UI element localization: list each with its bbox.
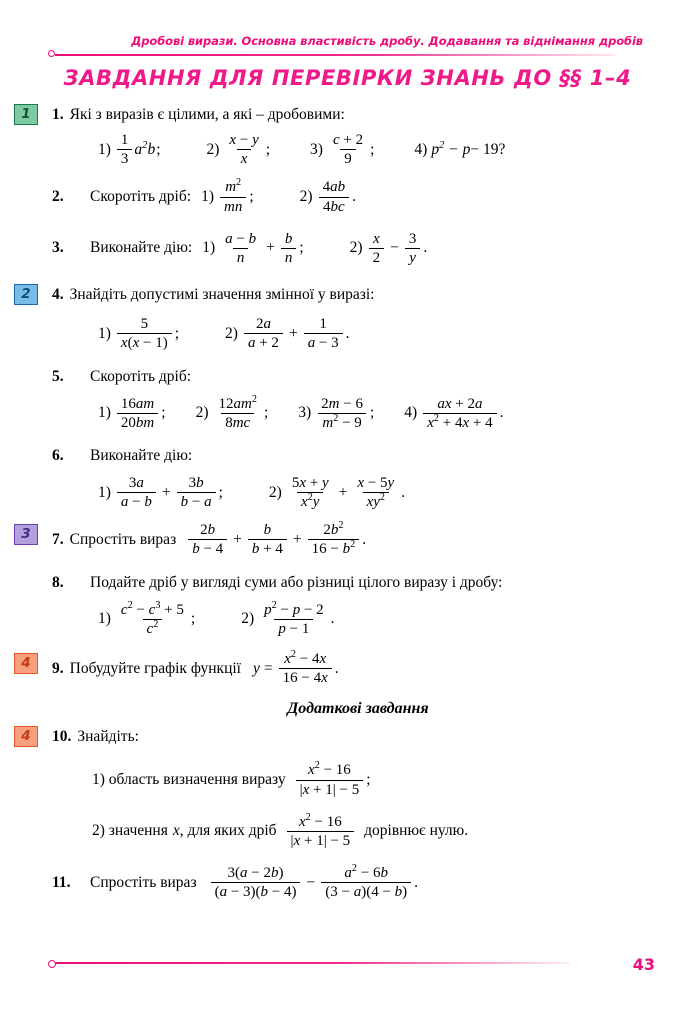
page-title: ЗАВДАННЯ ДЛЯ ПЕРЕВІРКИ ЗНАНЬ ДО §§ 1–4 <box>63 66 632 90</box>
exercise-1 <box>21 102 664 168</box>
exercise-1-number: 1. <box>52 106 64 123</box>
exercise-3 <box>52 231 664 266</box>
fraction: $\frac{x - y}{x}$ <box>229 132 259 168</box>
footer-rule <box>55 962 570 964</box>
exercise-10-prompt: Знайдіть: <box>77 728 139 746</box>
exercise-5-prompt: Скоротіть дріб: <box>90 367 192 385</box>
exercise-8-item-2: 2) $\frac{p^2 - p - 2}{p - 1}$ . <box>241 599 335 637</box>
fraction: $\frac{c^2 - c^3 + 5}{c^2}$ <box>120 599 184 637</box>
level-badge-4a: 4 <box>14 653 38 674</box>
exercise-4-number: 4. <box>52 286 64 304</box>
exercise-6-item-2: 2) $\frac{5x + y}{x^2y}$ + $\frac{x - 5y}{xy^2}$ . <box>268 474 406 511</box>
exercise-11 <box>52 865 664 900</box>
exercise-3-line: Виконайте дію: 1) $\frac{a - b}{n}$ + $\frac{b}{n}$ ; 2) $\frac{x}{2}$ − $\frac{3}{y}$ . <box>90 230 428 266</box>
exercise-1-item-1: 1) $\frac{1}{3}$ $a^2b$ ; <box>98 132 161 168</box>
running-head-text: Дробові вирази. Основна властивість дробу. Додавання та віднімання дробів <box>131 34 643 48</box>
fraction: $\frac{5}{x(x - 1)}$ <box>117 316 172 351</box>
exercise-2 <box>52 179 664 214</box>
level-badge-4b: 4 <box>14 726 38 747</box>
exercise-5-item-3: 3) $\frac{2m - 6}{m^2 - 9}$ ; <box>298 395 375 431</box>
exercise-10-part2-lead: 2) значення <box>92 822 168 840</box>
fraction: $\frac{3(a - 2b)}{(a - 3)(b - 4)}$ <box>211 865 301 900</box>
exercise-7 <box>21 520 664 558</box>
exercise-4-prompt: Знайдіть допустимі значення змінної у виразі: <box>69 286 375 304</box>
fraction: $\frac{m^2}{mn}$ <box>220 179 246 214</box>
fraction: $\frac{2b^2}{16 - b^2}$ <box>308 522 360 557</box>
exercise-4-item-2: 2) $\frac{2a}{a + 2}$ + $\frac{1}{a - 3}$ . <box>225 316 350 352</box>
exercise-2-number: 2. <box>52 188 64 206</box>
exercise-10-item-2: 2) значення x , для яких дріб $\frac{x^2 - 16}{|x + 1| - 5}$ дорівнює нулю. <box>92 811 469 849</box>
exercise-6-prompt: Виконайте дію: <box>90 446 193 464</box>
fraction: $\frac{4ab}{4bc}$ <box>319 179 350 214</box>
fraction: $\frac{x^2 - 16}{|x + 1| - 5}$ <box>287 814 355 849</box>
exercise-8-prompt: Подайте дріб у вигляді суми або різниці цілого виразу і дробу: <box>90 573 503 591</box>
exercise-5-number: 5. <box>52 367 64 385</box>
exercise-10-item-1: 1) область визначення виразу $\frac{x^2 - 16}{|x + 1| - 5}$ ; <box>92 760 371 798</box>
exercise-3-number: 3. <box>52 239 64 257</box>
fraction: $\frac{x - 5y}{xy^2}$ <box>357 474 395 511</box>
fraction: $\frac{ax + 2a}{x^2 + 4x + 4}$ <box>423 396 496 431</box>
exercise-8-item-1: 1) $\frac{c^2 - c^3 + 5}{c^2}$ ; <box>98 599 196 637</box>
exercise-10-number: 10. <box>52 728 72 746</box>
footer-circle-icon <box>48 960 56 968</box>
exercise-5-item-4: 4) $\frac{ax + 2a}{x^2 + 4x + 4}$ . <box>404 395 504 431</box>
fraction: $\frac{2a}{a + 2}$ <box>244 316 283 351</box>
exercise-11-number: 11. <box>52 873 71 891</box>
running-head <box>0 34 695 60</box>
fraction: $\frac{x}{2}$ <box>369 231 385 266</box>
exercise-9-number: 9. <box>52 659 64 677</box>
fraction: $\frac{p^2 - p - 2}{p - 1}$ <box>264 599 324 637</box>
fraction: $\frac{3a}{a - b}$ <box>117 475 156 510</box>
fraction: $\frac{b}{n}$ <box>281 231 297 266</box>
fraction: $\frac{a - b}{n}$ <box>225 230 257 266</box>
exercise-8-number: 8. <box>52 573 64 591</box>
running-head-rule <box>55 54 615 56</box>
exercise-10-part2-mid: , для яких дріб <box>179 822 277 840</box>
fraction: $\frac{12am^2}{8mc}$ <box>218 393 257 431</box>
section-subheading: Додаткові завдання <box>287 700 429 718</box>
exercise-6-item-1: 1) $\frac{3a}{a - b}$ + $\frac{3b}{b - a}$ ; <box>98 474 223 511</box>
level-badge-1: 1 <box>14 104 38 125</box>
exercise-5-items <box>52 393 664 431</box>
exercise-6-number: 6. <box>52 446 64 464</box>
exercise-11-prompt: Спростіть вираз <box>90 873 197 891</box>
exercise-6-items <box>52 475 664 510</box>
exercise-6 <box>52 443 664 510</box>
exercise-10-part1-lead: 1) область визначення виразу <box>92 771 286 789</box>
fraction: $\frac{2m - 6}{m^2 - 9}$ <box>317 396 367 431</box>
exercise-8 <box>52 570 664 637</box>
exercise-4-item-1: 1) $\frac{5}{x(x - 1)}$ ; <box>98 316 180 352</box>
fraction: $\frac{a^2 - 6b}{(3 - a)(4 - b)}$ <box>321 865 411 900</box>
exercise-8-items <box>52 599 664 637</box>
fraction: $\frac{b}{b + 4}$ <box>248 522 287 557</box>
exercise-7-number: 7. <box>52 530 64 548</box>
running-head-circle-icon <box>48 50 55 57</box>
fraction: $\frac{1}{a - 3}$ <box>304 316 343 351</box>
exercise-1-items <box>52 132 664 167</box>
fraction: $\frac{c + 2}{9}$ <box>332 132 364 168</box>
exercise-9 <box>21 649 664 687</box>
exercise-4-items <box>52 316 664 351</box>
exercise-3-prompt: Виконайте дію: <box>90 239 193 257</box>
fraction: $\frac{1}{3}$ <box>117 132 133 167</box>
exercise-list <box>21 102 664 904</box>
exercise-1-item-3: 3) $\frac{c + 2}{9}$ ; <box>310 132 375 168</box>
exercise-7-line: Спростіть вираз $\frac{2b}{b - 4}$ + $\frac{b}{b + 4}$ + $\frac{2b^2}{16 - b^2}$ . <box>69 520 367 558</box>
exercise-2-prompt: Скоротіть дріб: <box>90 188 192 206</box>
fraction: $\frac{2b}{b - 4}$ <box>188 522 227 557</box>
exercise-10-part2-tail: дорівнює нулю. <box>364 822 469 840</box>
exercise-10 <box>21 724 664 849</box>
exercise-1-prompt: Які з виразів є цілими, а які – дробовими: <box>69 106 345 123</box>
level-badge-2: 2 <box>14 284 38 305</box>
exercise-9-line: Побудуйте графік функції y = $\frac{x^2 - 4x}{16 - 4x}$ . <box>69 649 339 687</box>
exercise-1-item-4: 4) $p^2 - p$ − 19? <box>414 139 506 158</box>
fraction: $\frac{5x + y}{x^2y}$ <box>291 474 329 511</box>
exercise-2-line: Скоротіть дріб: 1) $\frac{m^2}{mn}$ ; 2) $\frac{4ab}{4bc}$ . <box>90 177 356 215</box>
fraction: $\frac{x^2 - 16}{|x + 1| - 5}$ <box>296 762 364 797</box>
exercise-7-prompt: Спростіть вираз <box>69 530 177 548</box>
exercise-1-item-2: 2) $\frac{x - y}{x}$ ; <box>206 132 271 168</box>
fraction: $\frac{16am}{20bm}$ <box>117 396 158 431</box>
exercise-9-prompt: Побудуйте графік функції <box>69 659 241 677</box>
fraction: $\frac{3b}{b - a}$ <box>177 475 216 510</box>
exercise-5 <box>52 364 664 431</box>
fraction: $\frac{x^2 - 4x}{16 - 4x}$ <box>279 651 332 686</box>
level-badge-3: 3 <box>14 524 38 545</box>
exercise-4 <box>21 282 664 352</box>
exercise-11-line: Спростіть вираз $\frac{3(a - 2b)}{(a - 3)(b - 4)}$ − $\frac{a^2 - 6b}{(3 - a)(4 - b)}$ . <box>90 863 419 901</box>
exercise-5-item-1: 1) $\frac{16am}{20bm}$ ; <box>98 395 166 431</box>
fraction: $\frac{3}{y}$ <box>405 231 421 266</box>
page-number: 43 <box>632 955 655 974</box>
exercise-5-item-2: 2) $\frac{12am^2}{8mc}$ ; <box>195 393 269 431</box>
